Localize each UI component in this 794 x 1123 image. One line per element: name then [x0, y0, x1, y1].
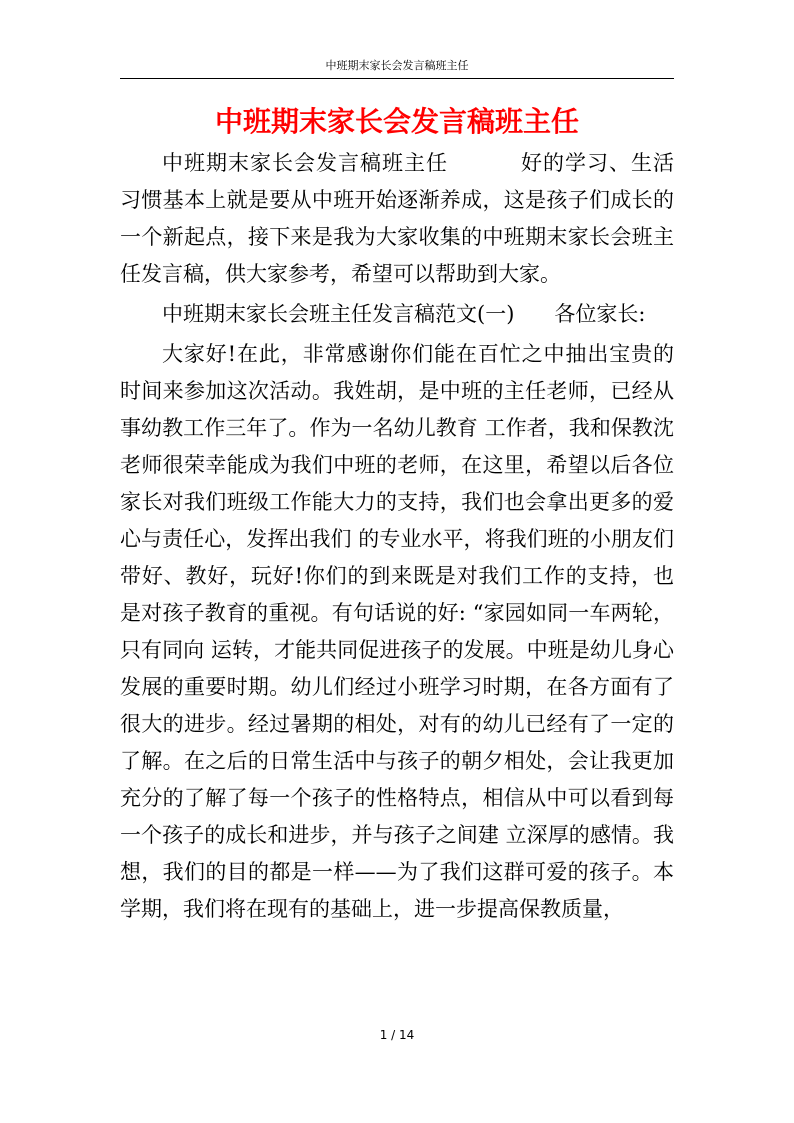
body-paragraph: 大家好!在此，非常感谢你们能在百忙之中抽出宝贵的时间来参加这次活动。我姓胡，是中班的主任老师，已经从事幼教工作三年了。作为一名幼儿教育 工作者，我和保教沈老师很荣幸能成为我们中班的老师，在这里，希望以后各位家长对我们班级工作能大力的支持，我们也会拿出更多的爱心与责任心，发挥出我们 的专业水平，将我们班的小朋友们带好、教好，玩好!你们的到来既是对我们工作的支持，也是对孩子教育的重视。有句话说的好: “家园如同一车两轮，只有同向 运转，才能共同促进孩子的发展。中班是幼儿身心发展的重要时期。幼儿们经过小班学习时期，在各方面有了很大的进步。经过暑期的相处，对有的幼儿已经有了一定的了解。在之后的日常生活中与孩子的朝夕相处，会让我更加充分的了解了每一个孩子的性格特点，相信从中可以看到每一个孩子的成长和进步，并与孩子之间建 立深厚的感情。我想，我们的目的都是一样——为了我们这群可爱的孩子。本学期，我们将在现有的基础上，进一步提高保教质量， — [120, 342, 674, 921]
intro-paragraph — [120, 145, 674, 293]
section-heading: 中班期末家长会班主任发言稿范文(一) — [162, 302, 515, 326]
document-title: 中班期末家长会发言稿班主任 — [214, 105, 579, 138]
intro-lead: 中班期末家长会发言稿班主任 — [162, 151, 448, 175]
header-divider — [120, 78, 674, 79]
salutation: 各位家长: — [554, 302, 646, 326]
document-body — [120, 145, 674, 931]
intro-text: 好的学习、生活习惯基本上就是要从中班开始逐渐养成，这是孩子们成长的一个新起点，接下来是我为大家收集的中班期末家长会班主任发言稿，供大家参考，希望可以帮助到大家。 — [120, 151, 674, 286]
section-heading-paragraph — [120, 296, 674, 333]
page-number: 1 / 14 — [379, 1028, 415, 1042]
running-header: 中班期末家长会发言稿班主任 — [325, 59, 469, 72]
